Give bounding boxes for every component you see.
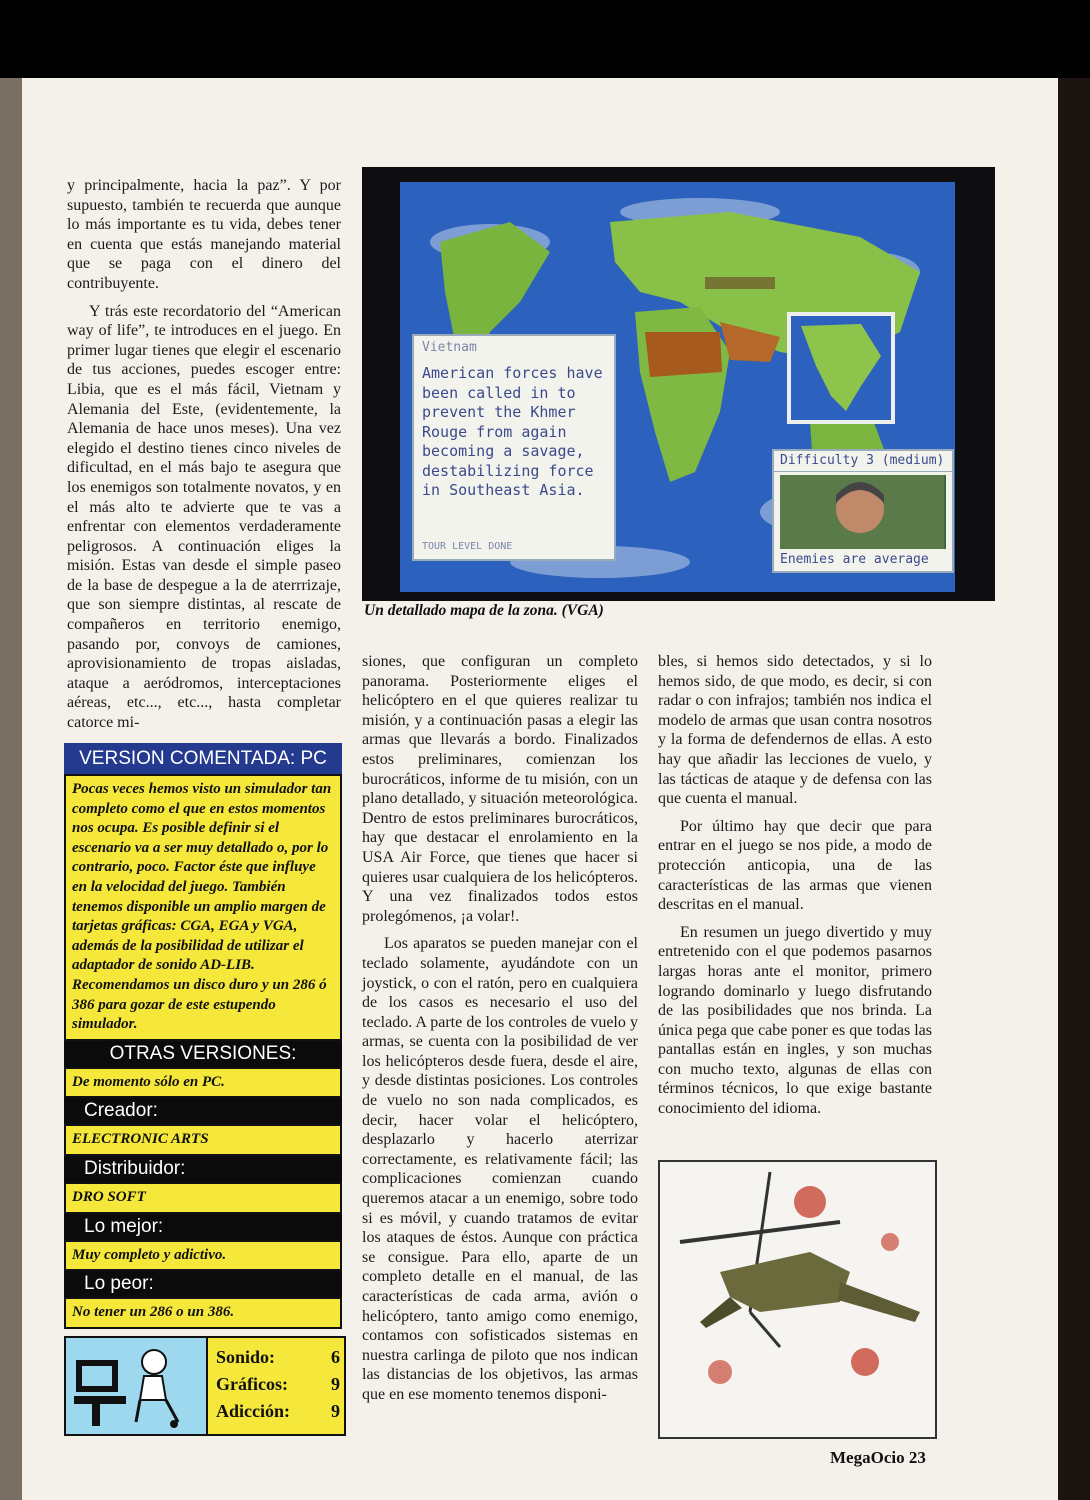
rating-label: Adicción:: [216, 1401, 290, 1421]
rating-label: Sonido:: [216, 1347, 276, 1367]
creator-label: Creador:: [64, 1098, 342, 1124]
world-map: [400, 182, 955, 592]
pilot-portrait: [780, 475, 946, 549]
helicopter-graphic: [660, 1162, 935, 1437]
article-paragraph: siones, que configuran un completo panorama. Posteriormente eliges el helicóptero en el que quieres realizar tu misión, y a continuación pasas a elegir las armas que llevarás a bordo. Finalizados estos preliminares, comienzan los burocráticos, informe de tu misión, con un plano detallado, y situación meteorológica. Dentro de estos preliminares burocráticos, hay que destacar el enrolamiento en la USA Air Force, que tienes que hacer si quieres usar cualquiera de los helicópteros. Y una vez finalizados todos estos prolegómenos, ¡a volar!.: [362, 653, 638, 925]
distributor-label: Distribuidor:: [64, 1156, 342, 1182]
left-article-column: [67, 176, 341, 741]
best-value: Muy completo y adictivo.: [64, 1240, 342, 1272]
middle-article-column: [362, 652, 638, 1413]
article-paragraph: Los aparatos se pueden manejar con el teclado solamente, ayudándote con un joystick, o con el ratón, pero en cualquiera de los casos es necesario el uso del teclado. A parte de los controles de vuelo y armas, se cuenta con la posibilidad de ver los helicópteros desde fuera, desde el aire, y desde distintas posiciones. Los controles de vuelo no son nada complicados, es decir, hacer volar el helicóptero, desplazarlo y hacerlo aterrizar correctamente, es relativamente fácil; las complicaciones comienzan cuando queremos atacar a un enemigo, sobre todo si es móvil, y cuando tratamos de evitar los ataques de éstos. Aunque con práctica se consigue. Para ello, aparte de un completo detalle en el manual, de las características de cada arma, avión o helicóptero, tanto amigo como enemigo, contamos con sofisticados sistemas en nuestra carlinga de piloto que nos indican las distancias de los objetivos, las armas que en ese momento tenemos disponi-: [362, 935, 638, 1403]
helicopter-illustration: [658, 1160, 937, 1439]
article-paragraph: y principalmente, hacia la paz”. Y por supuesto, también te recuerda que aunque lo más importante es tu vida, debes tener en cuenta que estás manejando material que se paga con el dinero del contribuyente.: [67, 177, 341, 292]
game-screenshot: [362, 167, 995, 601]
previous-page-edge: [0, 78, 22, 1500]
version-review: Pocas veces hemos visto un simulador tan completo como el que en estos momentos nos ocupa. Es posible definir si el escenario va a ser muy detallado o, por lo contrario, poco. Factor éste que influye en la velocidad del juego. También tenemos disponible un amplio margen de tarjetas gráficas: CGA, EGA y VGA, además de la posibilidad de utilizar el adaptador de sonido AD-LIB. Recomendamos un disco duro y un 286 ó 386 para gozar de este estupendo simulador.: [64, 774, 342, 1041]
inset-map-graphic: [791, 316, 891, 420]
creator-value: ELECTRONIC ARTS: [64, 1124, 342, 1156]
rating-value: 6: [331, 1347, 340, 1367]
rating-value: 9: [331, 1374, 340, 1394]
worst-label: Lo peor:: [64, 1271, 342, 1297]
other-versions-value: De momento sólo en PC.: [64, 1067, 342, 1099]
article-paragraph: bles, si hemos sido detectados, y si lo hemos sido, de que modo, es decir, si con radar o con infrajos; también nos indica el modelo de armas que usan contra nosotros y la forma de defendernos de ellas. A esto hay que añadir las lecciones de vuelo, y las tácticas de ataque y de defensa con las que cuenta el manual.: [658, 653, 932, 808]
page-edge-shadow: [1058, 78, 1090, 1500]
right-article-column: [658, 652, 932, 1127]
computer-user-graphic: [66, 1338, 206, 1434]
rating-value: 9: [331, 1401, 340, 1421]
version-box-title: VERSION COMENTADA: PC: [64, 743, 342, 774]
rating-row: [216, 1398, 340, 1425]
worst-value: No tener un 286 o un 386.: [64, 1297, 342, 1329]
best-label: Lo mejor:: [64, 1214, 342, 1240]
other-versions-label: OTRAS VERSIONES:: [64, 1041, 342, 1067]
region-inset-map: [787, 312, 895, 424]
rating-row: [216, 1371, 340, 1398]
article-paragraph: En resumen un juego divertido y muy entretenido con el que podemos pasarnos largas horas ante el monitor, primero logrando dominarlo y luego disfrutando de las posibilidades que nos brinda. La única pega que cabe poner es que todas las pantallas están en ingles, y son muchas con mucho texto, algunas de ellas con términos técnicos, lo que exige bastante conocimiento del idioma.: [658, 923, 932, 1118]
rating-row: [216, 1344, 340, 1371]
article-paragraph: Por último hay que decir que para entrar en el juego se nos pide, a modo de protección anticopia, una de las características de las armas que vienen descritas en el manual.: [658, 817, 932, 914]
computer-user-icon: [66, 1338, 208, 1434]
difficulty-panel: [772, 449, 954, 573]
article-paragraph: Y trás este recordatorio del “American way of life”, te introduces en el juego. En primer lugar tienes que elegir el escenario de tus acciones, puedes escoger entre: Libia, que es el más fácil, Vietnam y Alemania del Este, (evidentemente, la Alemania de hace unos meses). Una vez elegido el destino tienes cinco niveles de dificultad, en el más bajo te asegura que los enemigos son totalmente novatos, y en el más alto te advierte que te vas a enfrentar con elementos verdaderamente peligrosos. A continuación eliges la misión. Estas van desde el simple paseo de la base de despegue a la de aterrrizaje, que son siempre distintas, al rescate de compañeros en territorio enemigo, pasando por, convoys de camiones, aprovisionamiento de tropas aisladas, ataque a aeródromos, interceptaciones aéreas, etc..., etc..., hasta completar catorce mi-: [67, 302, 341, 732]
briefing-text: American forces have been called in to prevent the Khmer Rouge from again becoming a savage, destabilizing force in Southeast Asia.: [422, 364, 603, 499]
version-box: [64, 743, 342, 1329]
briefing-footer-keys: TOUR LEVEL DONE: [422, 541, 513, 552]
page-footer: MegaOcio 23: [830, 1448, 926, 1467]
ratings-box: [64, 1336, 346, 1436]
ratings-list: [216, 1344, 340, 1425]
briefing-panel: [412, 334, 616, 561]
difficulty-label: Difficulty 3 (medium): [774, 451, 952, 472]
distributor-value: DRO SOFT: [64, 1182, 342, 1214]
rating-label: Gráficos:: [216, 1374, 288, 1394]
enemies-label: Enemies are average: [780, 552, 929, 567]
screenshot-caption: Un detallado mapa de la zona. (VGA): [364, 602, 604, 619]
region-label: Vietnam: [422, 340, 477, 355]
pilot-portrait-graphic: [780, 475, 944, 549]
